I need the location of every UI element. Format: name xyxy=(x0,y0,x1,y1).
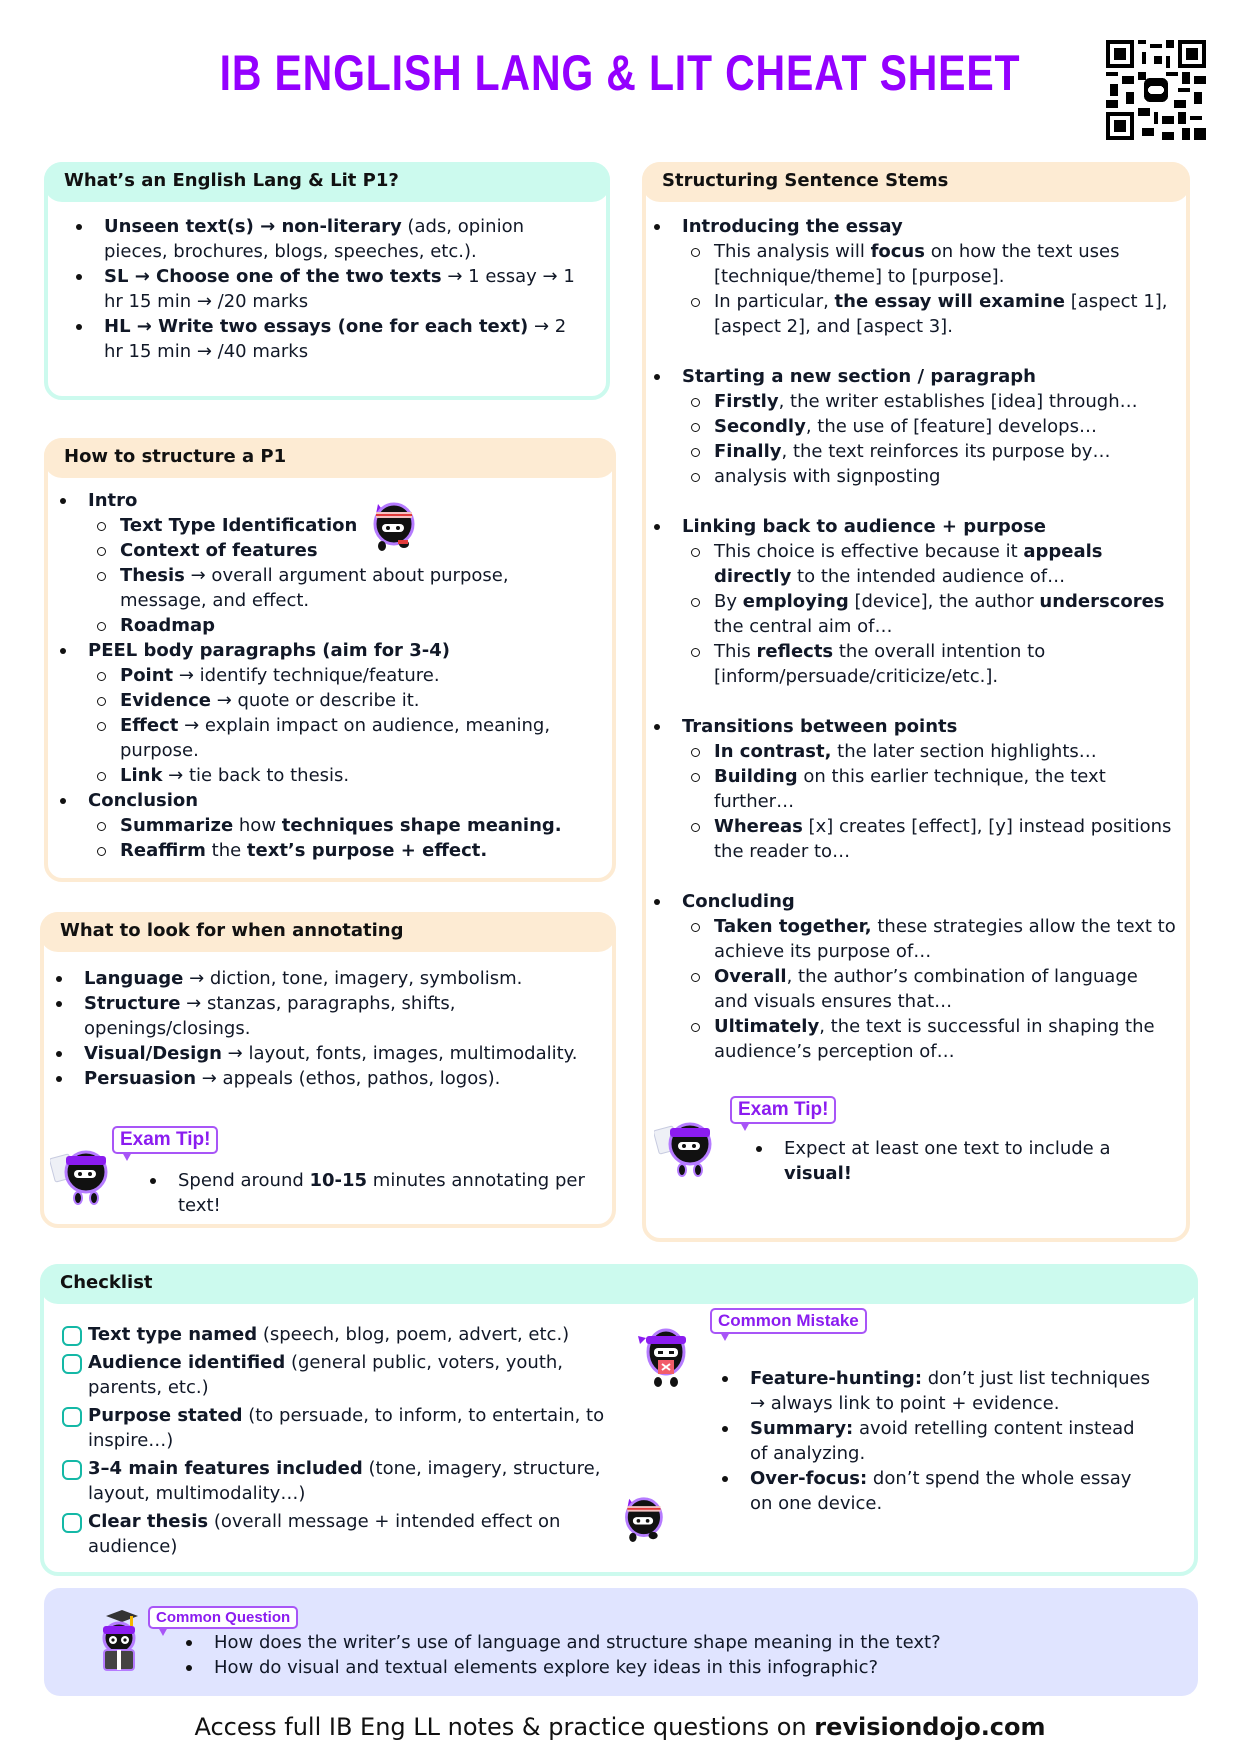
card-heading: Checklist xyxy=(40,1264,1198,1304)
card-heading: How to structure a P1 xyxy=(44,438,616,478)
list-item: analysis with signposting xyxy=(682,464,1176,489)
list-item: This reflects the overall intention to [inform/persuade/criticize/etc.]. xyxy=(682,639,1176,689)
list-item: Thesis → overall argument about purpose, message, and effect. xyxy=(88,563,600,613)
list-item: Reaffirm the text’s purpose + effect. xyxy=(88,838,600,863)
list-item: Roadmap xyxy=(88,613,600,638)
list-item: In contrast, the later section highlights… xyxy=(682,739,1176,764)
list-item: Link → tie back to thesis. xyxy=(88,763,600,788)
list-item: Feature-hunting: don’t just list techniques → always link to point + evidence. xyxy=(710,1366,1150,1416)
stem-group-concluding: Concluding Taken together, these strategies allow the text to achieve its purpose of… Overall, the author’s combination of language and visuals ensures that… Ultimately, the text is successful in shaping the audience’s perception of… xyxy=(642,889,1176,1064)
common-question-box xyxy=(44,1588,1198,1696)
page-title: IB ENGLISH LANG & LIT CHEAT SHEET xyxy=(219,45,1021,101)
common-question-badge: Common Question xyxy=(148,1606,298,1629)
list-item: Whereas [x] creates [effect], [y] instead positions the reader to… xyxy=(682,814,1176,864)
list-item: Persuasion → appeals (ethos, pathos, logos). xyxy=(44,1066,596,1091)
card-heading: Structuring Sentence Stems xyxy=(642,162,1190,202)
card-heading: What to look for when annotating xyxy=(40,912,616,952)
stem-group-introducing: Introducing the essay This analysis will focus on how the text uses [technique/theme] to [purpose]. In particular, the essay will examine [aspect 1], [aspect 2], and [aspect 3]. xyxy=(642,214,1176,364)
list-item: Visual/Design → layout, fonts, images, multimodality. xyxy=(44,1041,596,1066)
list-item: Firstly, the writer establishes [idea] through… xyxy=(682,389,1176,414)
checkbox[interactable] xyxy=(62,1354,82,1374)
structure-card xyxy=(44,438,616,882)
footer-cta: Access full IB Eng LL notes & practice questions on revisiondojo.com xyxy=(194,1713,1046,1741)
list-item: This choice is effective because it appeals directly to the intended audience of… xyxy=(682,539,1176,589)
revisiondojo-link[interactable]: revisiondojo.com xyxy=(814,1713,1046,1741)
card-heading: What’s an English Lang & Lit P1? xyxy=(44,162,610,202)
list-item: In particular, the essay will examine [aspect 1], [aspect 2], and [aspect 3]. xyxy=(682,289,1176,339)
ninja-mascot-icon xyxy=(368,498,418,554)
checklist-item[interactable]: Text type named (speech, blog, poem, advert, etc.) xyxy=(44,1322,624,1347)
sentence-stems-card xyxy=(642,162,1190,1242)
checkbox[interactable] xyxy=(62,1513,82,1533)
checklist-item[interactable]: Clear thesis (overall message + intended effect on audience) xyxy=(44,1509,624,1559)
checklist-item[interactable]: Audience identified (general public, voters, youth, parents, etc.) xyxy=(44,1350,624,1400)
list-item: Intro Text Type Identification Context of features Thesis → overall argument about purpose, message, and effect. Roadmap xyxy=(48,488,600,638)
list-item: Point → identify technique/feature. xyxy=(88,663,600,688)
checkbox[interactable] xyxy=(62,1326,82,1346)
list-item: Language → diction, tone, imagery, symbolism. xyxy=(44,966,596,991)
list-item: Structure → stanzas, paragraphs, shifts, openings/closings. xyxy=(44,991,596,1041)
checklist-item[interactable]: 3–4 main features included (tone, imagery, structure, layout, multimodality…) xyxy=(44,1456,624,1506)
stem-group-linking: Linking back to audience + purpose This choice is effective because it appeals directly to the intended audience of… By employing [device], the author underscores the central aim of… This reflects the overall intention to [inform/persuade/criticize/etc.]. xyxy=(642,514,1176,714)
checklist-item[interactable]: Purpose stated (to persuade, to inform, to entertain, to inspire…) xyxy=(44,1403,624,1453)
list-item: Unseen text(s) → non-literary (ads, opinion pieces, brochures, blogs, speeches, etc.). xyxy=(64,214,590,264)
checklist-card xyxy=(40,1264,1198,1576)
exam-tip-badge: Exam Tip! xyxy=(730,1096,836,1124)
list-item: PEEL body paragraphs (aim for 3-4) Point → identify technique/feature. Evidence → quote or describe it. Effect → explain impact on audience, meaning, purpose. Link → tie back to thesis. xyxy=(48,638,600,788)
exam-tip-text: Expect at least one text to include a visual! xyxy=(744,1136,1164,1186)
checkbox[interactable] xyxy=(62,1407,82,1427)
ninja-mistake-icon xyxy=(634,1320,694,1390)
list-item: Ultimately, the text is successful in shaping the audience’s perception of… xyxy=(682,1014,1176,1064)
ninja-mascot-icon xyxy=(620,1492,666,1546)
exam-tip-text: Spend around 10-15 minutes annotating per text! xyxy=(138,1168,598,1218)
stem-group-starting: Starting a new section / paragraph Firstly, the writer establishes [idea] through… Secondly, the use of [feature] develops… Finally, the text reinforces its purpose by… analysis with signposting xyxy=(642,364,1176,514)
list-item: Text Type Identification xyxy=(88,513,600,538)
list-item: This analysis will focus on how the text uses [technique/theme] to [purpose]. xyxy=(682,239,1176,289)
list-item: Finally, the text reinforces its purpose by… xyxy=(682,439,1176,464)
list-item: Taken together, these strategies allow the text to achieve its purpose of… xyxy=(682,914,1176,964)
list-item: Overall, the author’s combination of language and visuals ensures that… xyxy=(682,964,1176,1014)
list-item: Effect → explain impact on audience, meaning, purpose. xyxy=(88,713,600,763)
p1-overview-card xyxy=(44,162,610,400)
list-item: Summarize how techniques shape meaning. xyxy=(88,813,600,838)
exam-tip-badge: Exam Tip! xyxy=(112,1126,218,1154)
list-item: Conclusion Summarize how techniques shape meaning. Reaffirm the text’s purpose + effect. xyxy=(48,788,600,863)
ninja-with-notepad-icon xyxy=(50,1138,112,1208)
list-item: Building on this earlier technique, the text further… xyxy=(682,764,1176,814)
common-mistake-badge: Common Mistake xyxy=(710,1308,867,1334)
checkbox[interactable] xyxy=(62,1460,82,1480)
list-item: Over-focus: don’t spend the whole essay on one device. xyxy=(710,1466,1150,1516)
question-item: How do visual and textual elements explore key ideas in this infographic? xyxy=(174,1655,1174,1680)
list-item: HL → Write two essays (one for each text) → 2 hr 15 min → /40 marks xyxy=(64,314,590,364)
list-item: By employing [device], the author underscores the central aim of… xyxy=(682,589,1176,639)
stem-group-transitions: Transitions between points In contrast, the later section highlights… Building on this earlier technique, the text further… Whereas [x] creates [effect], [y] instead positions the reader to… xyxy=(642,714,1176,889)
list-item: Evidence → quote or describe it. xyxy=(88,688,600,713)
ninja-with-notepad-icon xyxy=(654,1110,716,1180)
annotating-card xyxy=(40,912,616,1228)
ninja-graduate-icon xyxy=(96,1608,142,1676)
list-item: SL → Choose one of the two texts → 1 essay → 1 hr 15 min → /20 marks xyxy=(64,264,590,314)
qr-code-icon[interactable] xyxy=(1106,40,1206,140)
list-item: Summary: avoid retelling content instead of analyzing. xyxy=(710,1416,1150,1466)
list-item: Context of features xyxy=(88,538,600,563)
question-item: How does the writer’s use of language and structure shape meaning in the text? xyxy=(174,1630,1174,1655)
list-item: Secondly, the use of [feature] develops… xyxy=(682,414,1176,439)
